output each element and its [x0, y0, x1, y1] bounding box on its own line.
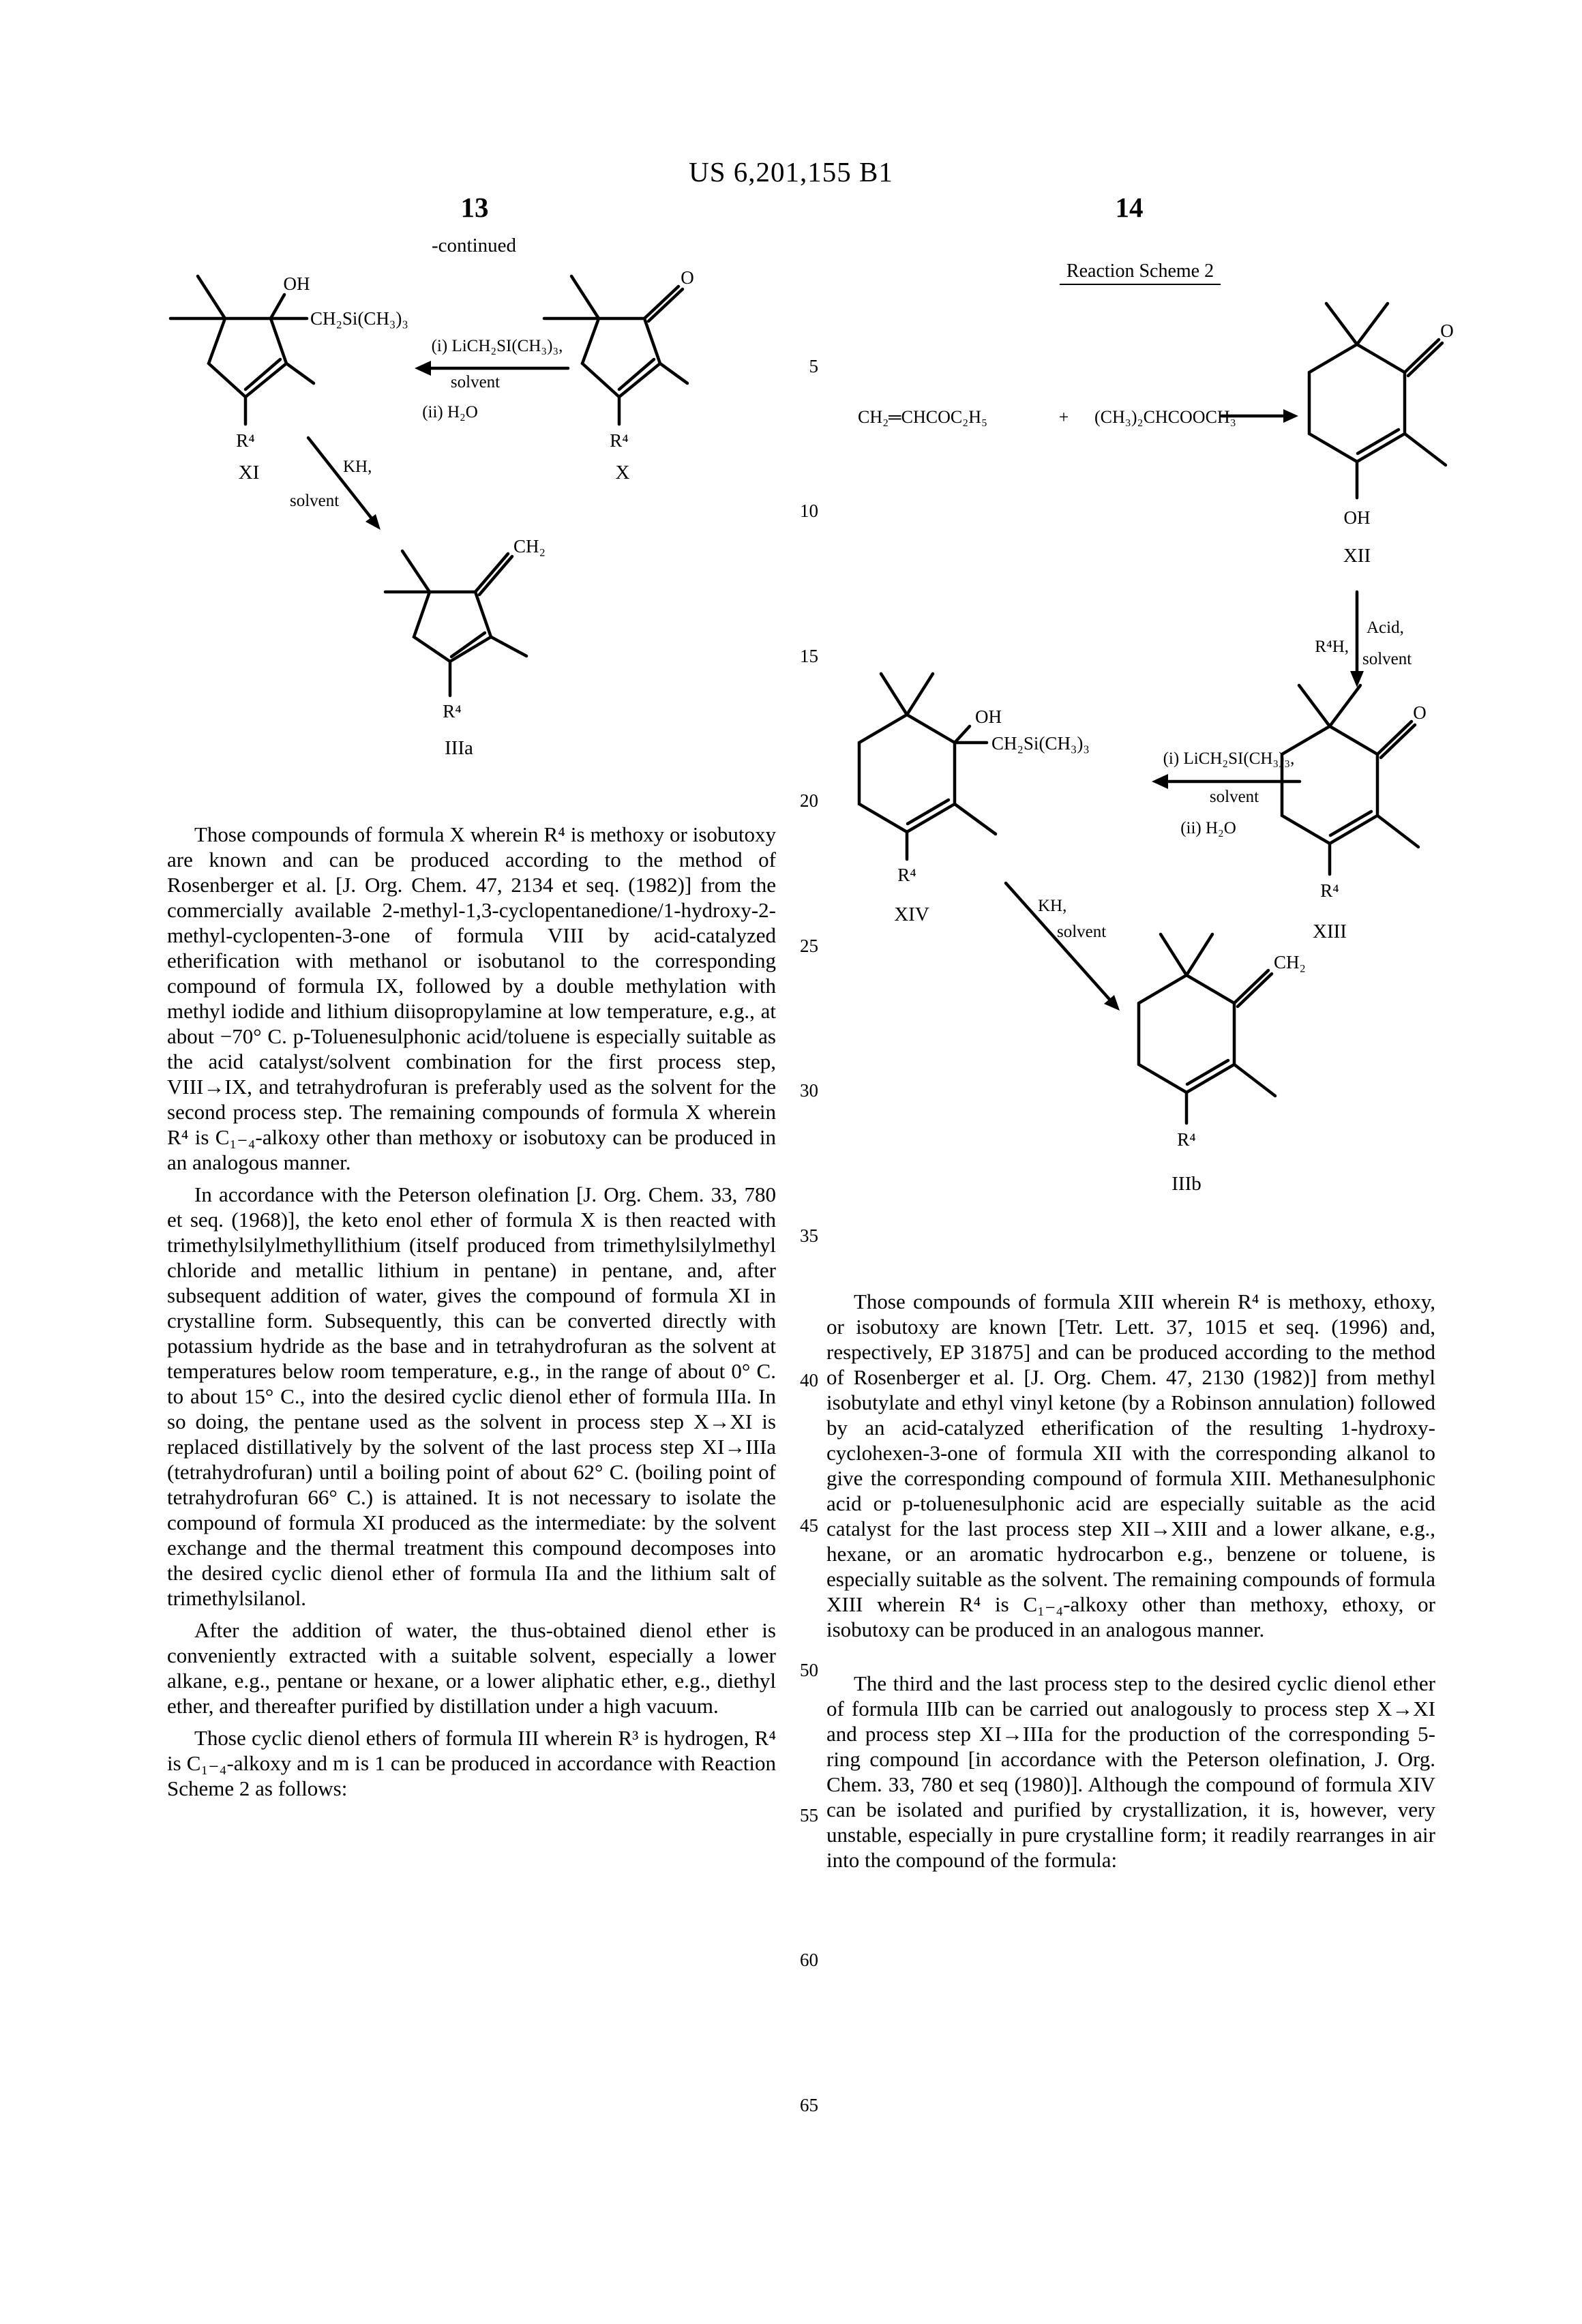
compound-xii-structure — [1309, 303, 1454, 567]
condition-line2: solvent — [290, 492, 340, 510]
scheme2-equation — [858, 407, 1298, 427]
gem-dimethyl-bond — [1161, 934, 1212, 975]
compound-iiia-label: IIIa — [445, 737, 473, 759]
carbonyl-double-bond — [644, 286, 683, 321]
r4-label: R⁴ — [1320, 880, 1339, 901]
diagonal-arrowhead-icon — [365, 514, 380, 530]
condition-line3: (ii) H₂O — [422, 403, 478, 421]
exocyclic-double-bond — [475, 554, 512, 595]
ring-bond — [1282, 726, 1377, 844]
hydroxyl-bond — [271, 295, 284, 318]
oxygen-label: O — [681, 267, 694, 288]
ring-bond — [209, 318, 286, 397]
scheme-2-title — [1004, 260, 1277, 282]
methyl-bond — [1377, 816, 1418, 847]
methyl-bond — [491, 637, 526, 656]
paragraph: Those compounds of formula X wherein R⁴ is methoxy or isobutoxy are known and can be produced according to the method of Rosenberger et al. [J. Org. Chem. 47, 2134 et seq. (1982)] from the commercially available 2-methyl-1,3-cyclopentanedione/1-hydroxy-2-methyl-cyclopenten-3-one of formula VIII by acid-catalyzed etherification with methanol or isobutanol to the corresponding compound of formula IX, followed by a double methylation with methyl iodide and lithium diisopropylamine at low temperature, e.g., at about −70° C. p-Toluenesulphonic acid/toluene is especially suitable as the acid catalyst/solvent combination for the first process step, VIII→IX, and tetrahydrofuran is preferably used as the solvent for the second process step. The remaining compounds of formula X wherein R⁴ is C₁₋₄-alkoxy other than methoxy or isobutoxy can be produced in an analogous manner. — [167, 822, 776, 1174]
condition-right1: Acid, — [1367, 619, 1404, 637]
hydroxyl-bond — [955, 726, 970, 743]
oxygen-label: O — [1440, 321, 1454, 341]
patent-number: US 6,201,155 B1 — [689, 156, 893, 188]
scheme-2-title-text: Reaction Scheme 2 — [1060, 260, 1221, 285]
compound-iiia-structure — [385, 536, 546, 759]
condition-line3: (ii) H₂O — [1180, 819, 1236, 837]
condition-right2: solvent — [1362, 650, 1412, 668]
paragraph: The third and the last process step to the desired cyclic dienol ether of formula IIIb can be carried out analogously to process step X→XI and process step XI→IIIa for the production of the corresponding 5-ring compound [in accordance with the Peterson olefination, J. Org. Chem. 33, 780 et seq (1980)]. Although the compound of formula XIV can be isolated and purified by crystallization, it is, however, very unstable, especially in pure crystalline form; it readily rearranges in air into the compound of the formula: — [826, 1671, 1435, 1872]
condition-line1: (i) LiCH₂SI(CH₃)₃, — [1163, 749, 1295, 768]
gem-dimethyl-bond — [881, 674, 933, 715]
r4-label: R⁴ — [1177, 1129, 1196, 1150]
hydroxyl-label: OH — [975, 706, 1002, 727]
left-arrowhead-icon — [415, 361, 431, 376]
condition-line1: KH, — [343, 458, 372, 476]
column-page-number-13: 13 — [460, 192, 489, 223]
condition-left: R⁴H, — [1315, 638, 1349, 656]
gem-dimethyl-bond — [1326, 303, 1388, 344]
ring-bond — [859, 715, 955, 832]
reaction-scheme-2 — [813, 286, 1582, 1234]
compound-xiii-structure — [1282, 685, 1427, 942]
r4-label: R⁴ — [897, 865, 916, 885]
line-number: 45 — [800, 1515, 818, 1536]
ring-bond — [582, 318, 660, 397]
condition-line2: solvent — [1057, 923, 1107, 941]
carbonyl-double-bond — [1377, 721, 1415, 758]
reaction-scheme-1-continued — [167, 259, 767, 777]
ring-bond — [1139, 975, 1234, 1092]
line-number: 55 — [800, 1805, 818, 1826]
line-number: 10 — [800, 501, 818, 521]
condition-line1: (i) LiCH₂SI(CH₃)₃, — [431, 337, 563, 355]
right-column-text — [826, 1289, 1435, 1873]
paragraph: Those cyclic dienol ethers of formula III wherein R³ is hydrogen, R⁴ is C₁₋₄-alkoxy and m is 1 can be produced in accordance with Reaction Scheme 2 as follows: — [167, 1726, 776, 1800]
methyl-bond — [385, 551, 430, 592]
compound-iiib-label: IIIb — [1171, 1173, 1202, 1195]
methyl-bond — [1234, 1064, 1275, 1096]
compound-xii-label: XII — [1343, 545, 1371, 567]
left-column-text — [167, 822, 776, 1801]
compound-xiii-label: XIII — [1313, 921, 1347, 942]
plus-sign: + — [1058, 407, 1069, 427]
reactant1-formula: CH₂═CHCOC₂H₅ — [858, 407, 988, 427]
reactant2-formula: (CH₃)₂CHCOOCH₃ — [1094, 407, 1236, 427]
line-number: 30 — [800, 1080, 818, 1101]
compound-xiv-label: XIV — [894, 904, 929, 925]
compound-x-structure — [544, 267, 694, 483]
methyl-bond — [170, 276, 225, 318]
oxygen-label: O — [1413, 702, 1427, 723]
condition-line2: solvent — [450, 373, 501, 391]
paragraph: Those compounds of formula XIII wherein R⁴ is methoxy, ethoxy, or isobutoxy are known [Tetr. Lett. 37, 1015 et seq. (1996) and, respectively, EP 31875] and can be produced according to the method of Rosenberger et al. [J. Org. Chem. 47, 2130 (1982)] from methyl isobutylate and ethyl vinyl ketone (by a Robinson annulation) followed by an acid-catalyzed etherification of the resulting 1-hydroxy-cyclohexen-3-one of formula XII with the corresponding alkanol to give the corresponding compound of formula XIII. Methanesulphonic acid or p-toluenesulphonic acid are especially suitable as the acid catalyst for the last process step XII→XIII and a lower alkane, e.g., hexane, or an aromatic hydrocarbon e.g., benzene or toluene, is especially suitable as the solvent. The remaining compounds of formula XIII wherein R⁴ is C₁₋₄-alkoxy other than methoxy, ethoxy, or isobutoxy can be produced in an analogous manner. — [826, 1290, 1435, 1641]
r4-label: R⁴ — [610, 430, 629, 451]
methyl-bond — [955, 804, 996, 834]
line-number: 25 — [800, 936, 818, 956]
compound-iiib-structure — [1139, 934, 1306, 1195]
line-number: 20 — [800, 790, 818, 811]
carbonyl-double-bond — [1405, 340, 1442, 376]
paragraph: In accordance with the Peterson olefination [J. Org. Chem. 33, 780 et seq. (1968)], the keto enol ether of formula X is then reacted with trimethylsilylmethyllithium (itself produced from trimethylsilylmethyl chloride and metallic lithium in pentane) in pentane, and, after subsequent addition of water, gives the compound of formula XI in crystalline form. Subsequently, this can be converted directly with potassium hydride as the base and in tetrahydrofuran as the solvent at temperatures below room temperature, e.g., in the range of about 0° C. to about 15° C., into the desired cyclic dienol ether of formula IIIa. In so doing, the pentane used as the solvent in process step X→XI is replaced distillatively by the solvent of the last process step XI→IIIa (tetrahydrofuran) until a boiling point of about 62° C. (boiling point of tetrahydrofuran 66° C.) is attained. It is not necessary to isolate the compound of formula XI produced as the intermediate: by the solvent exchange and the thermal treatment this compound decomposes into the desired cyclic dienol ether of formula IIa and the lithium salt of trimethylsilanol. — [167, 1182, 776, 1610]
reaction-arrow-xiii-to-xiv — [1152, 749, 1300, 837]
line-number: 60 — [800, 1950, 818, 1970]
line-number: 35 — [800, 1225, 818, 1246]
column-page-number-14: 14 — [1115, 192, 1144, 223]
right-arrowhead-icon — [1283, 409, 1298, 423]
reaction-arrow-x-to-xi — [415, 337, 568, 421]
compound-xi-structure — [170, 273, 408, 483]
ring-bond — [1309, 344, 1405, 462]
continued-label: -continued — [431, 235, 516, 256]
line-number: 15 — [800, 646, 818, 666]
condition-line1: KH, — [1038, 897, 1067, 915]
compound-xiv-structure — [859, 674, 1090, 925]
methyl-bond — [1405, 434, 1446, 465]
hydroxyl-label: OH — [1343, 507, 1371, 528]
compound-xi-label: XI — [238, 462, 260, 483]
methyl-bond — [286, 363, 314, 383]
exocyclic-double-bond — [1234, 970, 1272, 1007]
reaction-arrow-xiv-to-iiib — [1006, 883, 1120, 1011]
methyl-bond — [544, 276, 599, 318]
reaction-arrow-xi-to-iiia — [290, 438, 380, 530]
r4-label: R⁴ — [443, 701, 462, 721]
paragraph: After the addition of water, the thus-obtained dienol ether is conveniently extracted with a suitable solvent, especially a lower alkane, e.g., pentane or hexane, or a lower aliphatic ether, e.g., diethyl ether, and thereafter purified by distillation under a high vacuum. — [167, 1618, 776, 1718]
hydroxyl-label: OH — [283, 273, 310, 294]
line-number: 65 — [800, 2095, 818, 2115]
silyl-group-label: CH₂Si(CH₃)₃ — [310, 308, 408, 329]
silyl-group-label: CH₂Si(CH₃)₃ — [991, 733, 1090, 754]
methylene-label: CH₂ — [1274, 952, 1306, 972]
methylene-label: CH₂ — [513, 536, 546, 556]
reaction-arrow-xii-to-xiii — [1315, 592, 1412, 687]
line-number: 5 — [809, 356, 818, 376]
ring-bond — [414, 592, 491, 661]
gem-dimethyl-bond — [1299, 685, 1360, 726]
compound-x-label: X — [615, 462, 630, 483]
methyl-bond — [660, 363, 687, 383]
line-number: 50 — [800, 1660, 818, 1680]
left-arrowhead-icon — [1152, 774, 1168, 789]
line-number: 40 — [800, 1370, 818, 1390]
r4-label: R⁴ — [236, 430, 255, 451]
condition-line2: solvent — [1209, 788, 1259, 806]
